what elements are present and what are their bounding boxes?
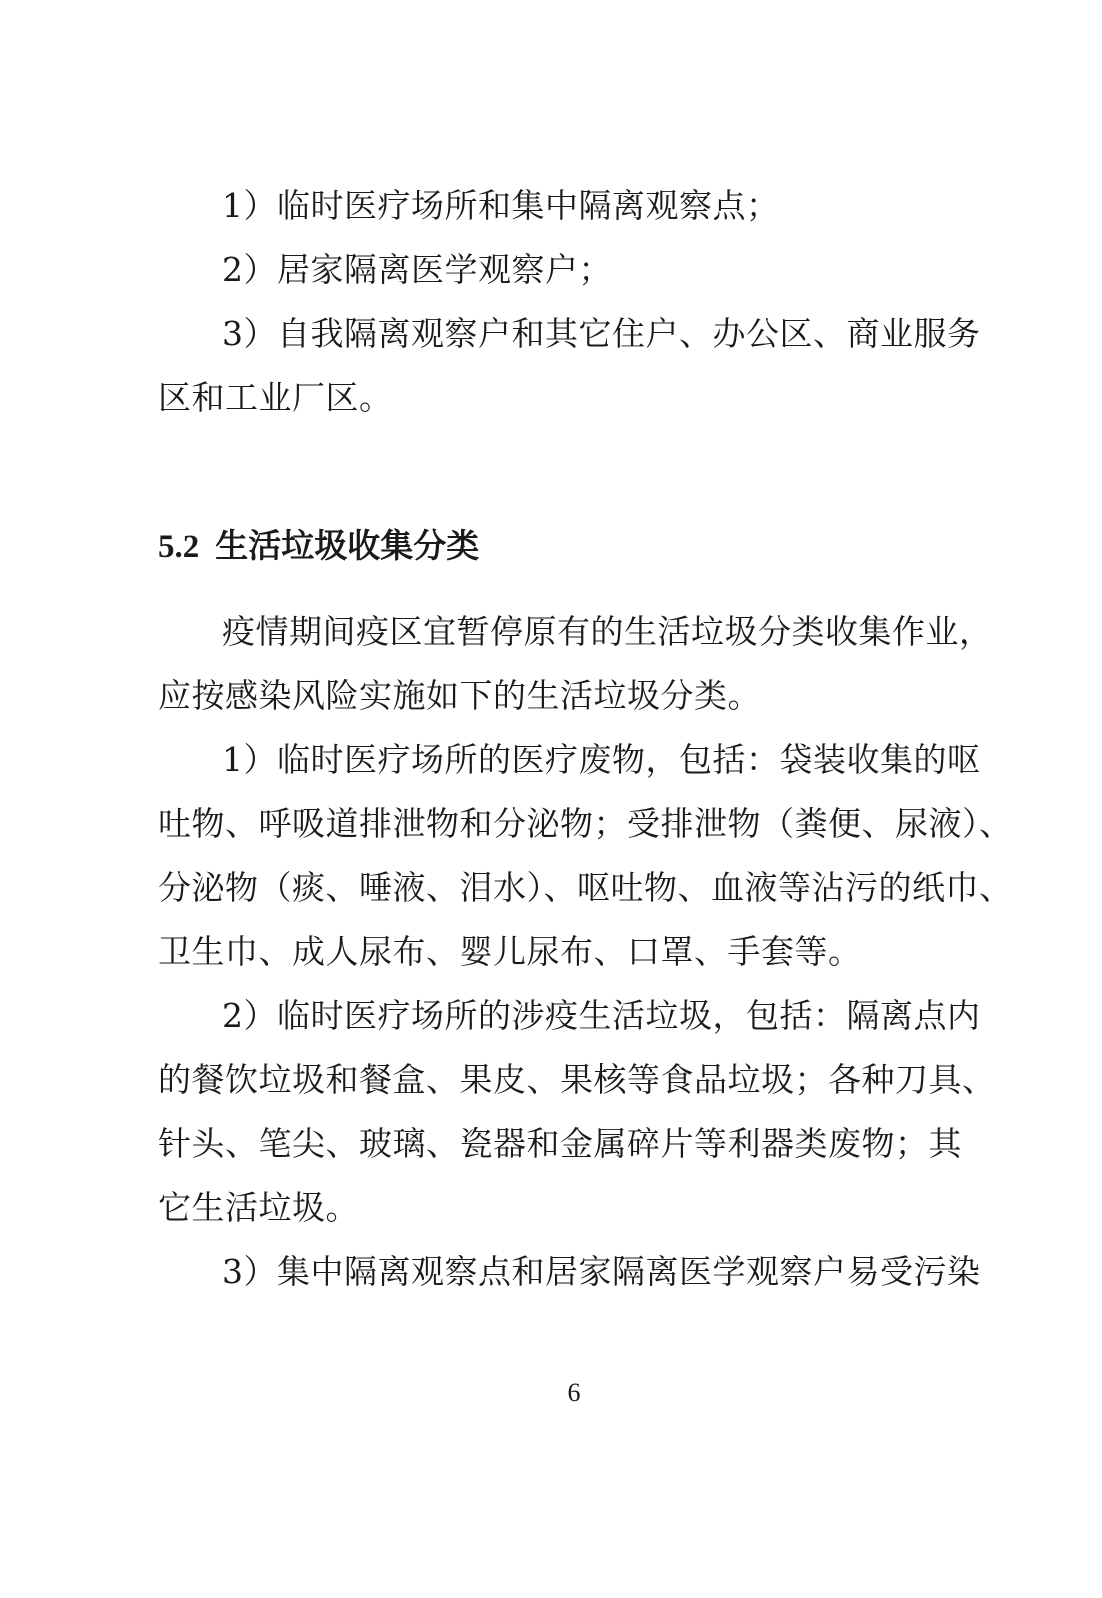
list-item-1: 1）临时医疗场所和集中隔离观察点；	[222, 186, 780, 225]
p1-line-4: 卫生巾、成人尿布、婴儿尿布、口罩、手套等。	[158, 932, 862, 971]
p1-line-3: 分泌物（痰、唾液、泪水）、呕吐物、血液等沾污的纸巾、	[158, 868, 1013, 907]
intro-line-1: 疫情期间疫区宜暂停原有的生活垃圾分类收集作业，	[222, 612, 993, 651]
intro-line-2: 应按感染风险实施如下的生活垃圾分类。	[158, 676, 761, 715]
page-number: 6	[567, 1378, 581, 1407]
p1-line-2: 吐物、呼吸道排泄物和分泌物；受排泄物（粪便、尿液）、	[158, 804, 1013, 843]
p3-line-1: 3）集中隔离观察点和居家隔离医学观察户易受污染	[222, 1252, 981, 1291]
p1-line-1: 1）临时医疗场所的医疗废物，包括：袋装收集的呕	[222, 740, 981, 779]
section-title: 生活垃圾收集分类	[215, 526, 480, 565]
list-item-3-line-2: 区和工业厂区。	[158, 378, 393, 417]
list-item-3-line-1: 3）自我隔离观察户和其它住户、办公区、商业服务	[222, 314, 981, 353]
p2-line-3: 针头、笔尖、玻璃、瓷器和金属碎片等利器类废物；其	[158, 1124, 962, 1163]
section-number: 5.2	[158, 529, 200, 565]
p2-line-4: 它生活垃圾。	[158, 1188, 359, 1227]
list-item-2: 2）居家隔离医学观察户；	[222, 250, 612, 289]
p2-line-1: 2）临时医疗场所的涉疫生活垃圾，包括：隔离点内	[222, 996, 981, 1035]
p2-line-2: 的餐饮垃圾和餐盒、果皮、果核等食品垃圾；各种刀具、	[158, 1060, 996, 1099]
section-heading	[158, 526, 479, 567]
